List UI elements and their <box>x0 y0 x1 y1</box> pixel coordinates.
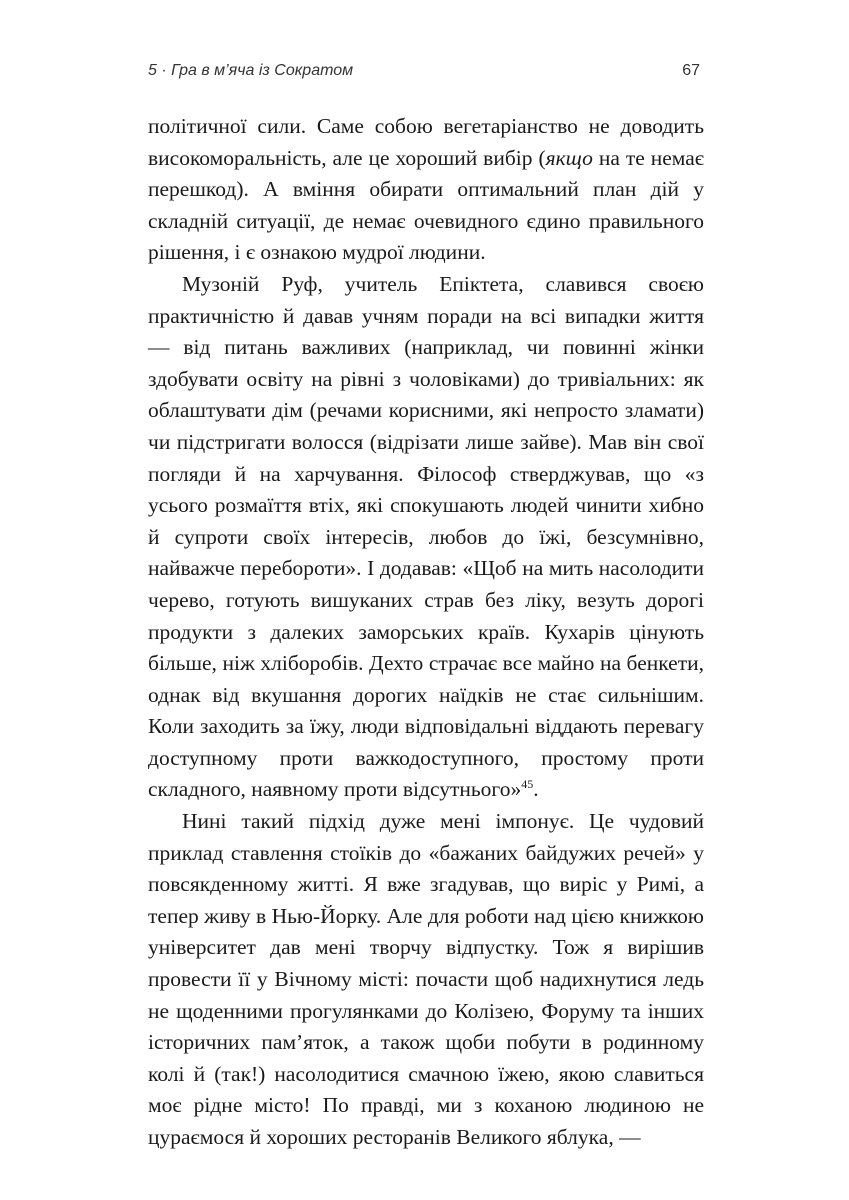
running-head <box>148 62 700 86</box>
paragraph-2 <box>148 269 704 806</box>
paragraph-1 <box>148 111 704 269</box>
paragraph-1-text-a: політичної сили. Саме собою вегетаріанство не доводить високоморальність, але це хороший вибір ( <box>148 114 704 170</box>
paragraph-3-text: Нині такий підхід дуже мені імпонує. Це чудовий приклад ставлення стоїків до «бажаних байдужих речей» у повсякденному житті. Я вже згадував, що виріс у Римі, а тепер живу в Нью-Йорку. Але для роботи над цією книжкою університет дав мені творчу відпустку. Тож я вирішив провести її у Вічному місті: почасти щоб надихнутися ледь не щоденними прогулянками до Колізею, Форуму та інших історичних пам’яток, а також щоби побути в родинному колі й (так!) насолодитися смачною їжею, якою славиться моє рідне місто! По правді, ми з коханою людиною не цураємося й хороших ресторанів Великого яблука, — <box>148 809 704 1149</box>
paragraph-1-text-b: на те немає перешкод). А вміння обирати оптимальний план дій у складній ситуації, де немає очевидного єдино правильного рішення, і є ознакою мудрої людини. <box>148 145 704 265</box>
body-text <box>148 111 704 1154</box>
chapter-title: 5 · Гра в м’яча із Сократом <box>148 62 354 79</box>
paragraph-2-end: . <box>533 777 539 802</box>
page-number: 67 <box>682 62 700 79</box>
paragraph-1-emphasis: якщо <box>545 145 593 170</box>
footnote-reference[interactable]: 45 <box>521 777 534 792</box>
paragraph-2-text: Музоній Руф, учитель Епіктета, славився своєю практичністю й давав учням поради на всі випадки життя — від питань важливих (наприклад, чи повинні жінки здобувати освіту на рівні з чоловіками) до тривіальних: як облаштувати дім (речами корисними, які непросто зламати) чи підстригати волосся (відрізати лише зайве). Мав він свої погляди й на харчування. Філософ стверджував, що «з усього розмаїття втіх, які спокушають людей чинити хибно й супроти своїх інтересів, любов до їжі, безсумнівно, найважче перебороти». І додавав: «Щоб на мить насолодити черево, готують вишуканих страв без ліку, везуть дорогі продукти з далеких заморських країв. Кухарів цінують більше, ніж хліборобів. Дехто страчає все майно на бенкети, однак від вкушання дорогих наїдків не стає сильнішим. Коли заходить за їжу, люди відповідальні віддають перевагу доступному проти важкодоступного, простому проти складного, наявному проти відсутнього» <box>148 271 704 802</box>
paragraph-3 <box>148 806 704 1154</box>
